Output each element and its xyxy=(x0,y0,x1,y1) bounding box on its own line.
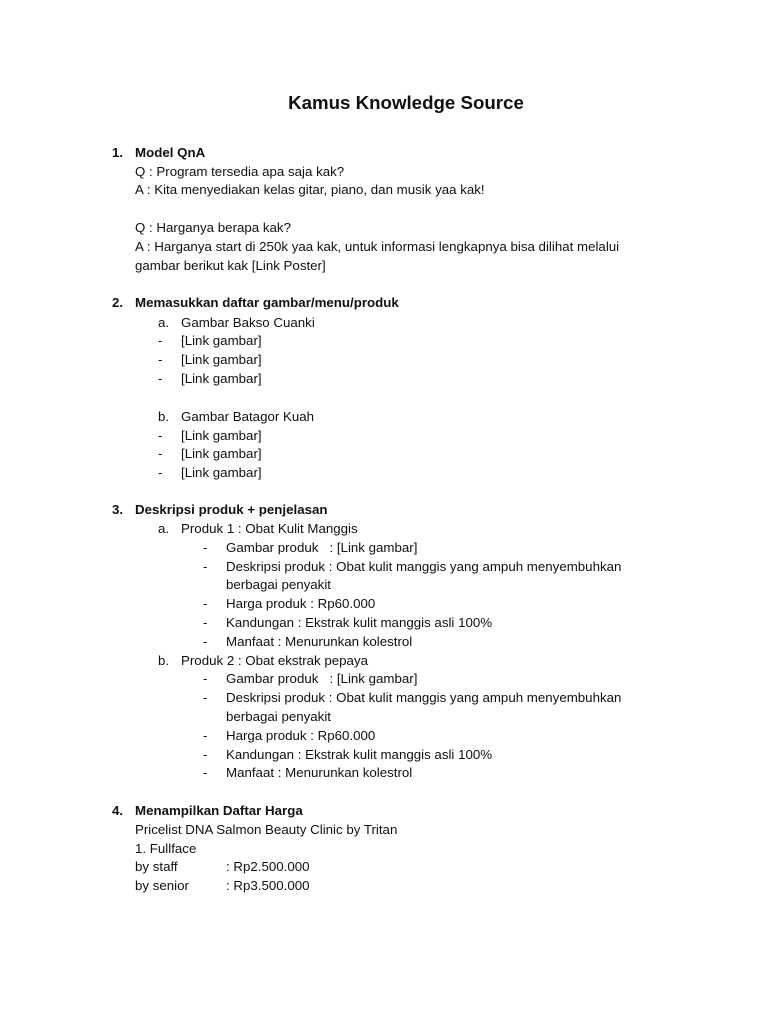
bullet-dash: - xyxy=(158,352,163,367)
bullet-dash: - xyxy=(203,671,208,686)
image-link-placeholder: [Link gambar] xyxy=(181,446,262,461)
bullet-dash: - xyxy=(203,747,208,762)
product-1-label: Produk 1 : Obat Kulit Manggis xyxy=(181,521,358,536)
image-link-placeholder: [Link gambar] xyxy=(181,428,262,443)
section-2-number: 2. xyxy=(112,295,124,310)
price-row-label: by senior xyxy=(135,878,189,893)
bullet-dash: - xyxy=(203,540,208,555)
image-link-placeholder: [Link gambar] xyxy=(181,465,262,480)
list-marker: a. xyxy=(158,315,170,330)
section-2-heading: Memasukkan daftar gambar/menu/produk xyxy=(135,295,399,310)
qna-answer-2-line-1: A : Harganya start di 250k yaa kak, untuk informasi lengkapnya bisa dilihat melalui xyxy=(135,239,620,254)
image-link-placeholder: [Link gambar] xyxy=(181,333,262,348)
product-1-benefit: Manfaat : Menurunkan kolestrol xyxy=(226,634,413,649)
bullet-dash: - xyxy=(158,465,163,480)
bullet-dash: - xyxy=(203,690,208,705)
product-2-price: Harga produk : Rp60.000 xyxy=(226,728,376,743)
bullet-dash: - xyxy=(158,371,163,386)
product-2-description: Deskripsi produk : Obat kulit manggis yang ampuh menyembuhkan xyxy=(226,690,622,705)
product-2-description-cont: berbagai penyakit xyxy=(226,709,331,724)
list-marker: a. xyxy=(158,521,170,536)
bullet-dash: - xyxy=(203,559,208,574)
qna-answer-2-line-2: gambar berikut kak [Link Poster] xyxy=(135,258,326,273)
bullet-dash: - xyxy=(203,765,208,780)
bullet-dash: - xyxy=(158,428,163,443)
product-1-image: Gambar produk : [Link gambar] xyxy=(226,540,418,555)
section-3-heading: Deskripsi produk + penjelasan xyxy=(135,502,328,517)
bullet-dash: - xyxy=(158,446,163,461)
section-1-number: 1. xyxy=(112,145,124,160)
pricelist-title: Pricelist DNA Salmon Beauty Clinic by Tritan xyxy=(135,822,398,837)
product-1-description-cont: berbagai penyakit xyxy=(226,577,331,592)
list-marker: b. xyxy=(158,653,170,668)
product-2-ingredients: Kandungan : Ekstrak kulit manggis asli 100% xyxy=(226,747,493,762)
section-1-heading: Model QnA xyxy=(135,145,206,160)
list-marker: b. xyxy=(158,409,170,424)
bullet-dash: - xyxy=(203,596,208,611)
section-3-number: 3. xyxy=(112,502,124,517)
product-2-image: Gambar produk : [Link gambar] xyxy=(226,671,418,686)
qna-answer-1: A : Kita menyediakan kelas gitar, piano, dan musik yaa kak! xyxy=(135,182,485,197)
list-item-label: Gambar Bakso Cuanki xyxy=(181,315,315,330)
qna-question-2: Q : Harganya berapa kak? xyxy=(135,220,291,235)
bullet-dash: - xyxy=(203,615,208,630)
price-row-label: by staff xyxy=(135,859,178,874)
product-1-price: Harga produk : Rp60.000 xyxy=(226,596,376,611)
list-item-label: Gambar Batagor Kuah xyxy=(181,409,315,424)
section-4-heading: Menampilkan Daftar Harga xyxy=(135,803,303,818)
bullet-dash: - xyxy=(203,634,208,649)
image-link-placeholder: [Link gambar] xyxy=(181,352,262,367)
product-1-ingredients: Kandungan : Ekstrak kulit manggis asli 100% xyxy=(226,615,493,630)
image-link-placeholder: [Link gambar] xyxy=(181,371,262,386)
bullet-dash: - xyxy=(158,333,163,348)
price-row-value: : Rp2.500.000 xyxy=(226,859,310,874)
product-2-label: Produk 2 : Obat ekstrak pepaya xyxy=(181,653,369,668)
price-row-value: : Rp3.500.000 xyxy=(226,878,310,893)
bullet-dash: - xyxy=(203,728,208,743)
section-4-number: 4. xyxy=(112,803,124,818)
qna-question-1: Q : Program tersedia apa saja kak? xyxy=(135,164,345,179)
product-1-description: Deskripsi produk : Obat kulit manggis yang ampuh menyembuhkan xyxy=(226,559,622,574)
page-title: Kamus Knowledge Source xyxy=(288,92,524,113)
pricelist-category: 1. Fullface xyxy=(135,841,197,856)
product-2-benefit: Manfaat : Menurunkan kolestrol xyxy=(226,765,413,780)
